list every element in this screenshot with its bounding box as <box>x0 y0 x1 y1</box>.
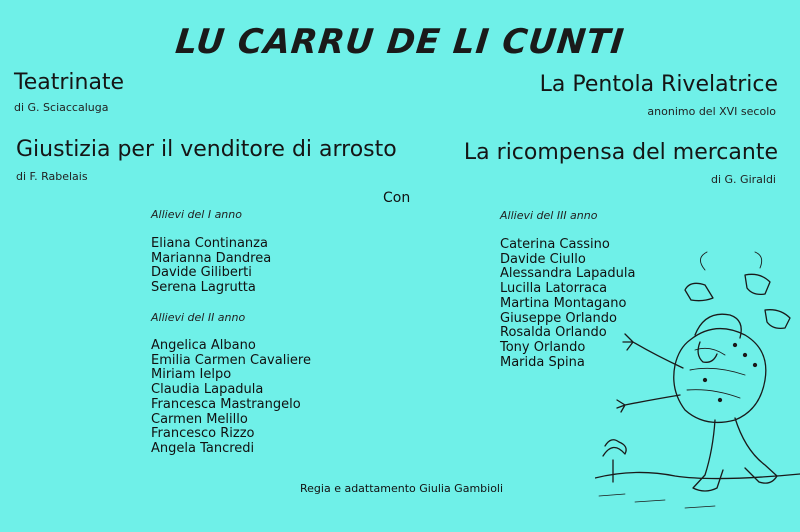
cast-name: Alessandra Lapadula <box>500 266 636 282</box>
jester-illustration <box>595 250 800 532</box>
cast-name: Martina Montagano <box>500 295 627 311</box>
cast-name: Marianna Dandrea <box>151 250 272 266</box>
con-label: Con <box>383 190 411 206</box>
year2-cast-list <box>151 339 311 457</box>
play-title-teatrinate: Teatrinate <box>14 70 125 95</box>
cast-name: Marida Spina <box>500 354 585 370</box>
year3-heading: Allievi del III anno <box>500 209 598 222</box>
cast-name: Davide Giliberti <box>151 265 252 281</box>
cast-name: Giuseppe Orlando <box>500 310 617 326</box>
cast-name: Tony Orlando <box>500 339 586 355</box>
cast-name: Miriam Ielpo <box>151 367 232 383</box>
play-author-ricompensa: di G. Giraldi <box>711 173 776 186</box>
cast-name: Francesca Mastrangelo <box>151 396 301 412</box>
cast-name: Emilia Carmen Cavaliere <box>151 352 311 368</box>
direction-credit: Regia e adattamento Giulia Gambioli <box>300 482 504 495</box>
cast-name: Eliana Continanza <box>151 236 268 251</box>
play-title-pentola: La Pentola Rivelatrice <box>539 72 778 97</box>
play-title-ricompensa: La ricompensa del mercante <box>463 140 778 165</box>
play-author-pentola: anonimo del XVI secolo <box>647 105 776 118</box>
cast-name: Lucilla Latorraca <box>500 281 608 297</box>
play-title-giustizia: Giustizia per il venditore di arrosto <box>16 137 397 162</box>
cast-name: Angelica Albano <box>151 338 256 353</box>
program-title: LU CARRU DE LI CUNTI <box>173 22 627 62</box>
cast-name: Davide Ciullo <box>500 251 586 267</box>
cast-name: Carmen Melillo <box>151 411 248 427</box>
play-author-teatrinate: di G. Sciaccaluga <box>14 101 109 114</box>
cast-name: Angela Tancredi <box>151 440 255 456</box>
cast-name: Rosalda Orlando <box>500 325 607 341</box>
year1-cast-list <box>151 237 271 296</box>
cast-name: Caterina Cassino <box>500 237 610 252</box>
cast-name: Francesco Rizzo <box>151 426 255 442</box>
cast-name: Claudia Lapadula <box>151 382 264 398</box>
year1-heading: Allievi del I anno <box>151 208 242 221</box>
cast-name: Serena Lagrutta <box>151 280 256 296</box>
play-author-giustizia: di F. Rabelais <box>16 170 88 183</box>
year2-heading: Allievi del II anno <box>151 311 246 324</box>
